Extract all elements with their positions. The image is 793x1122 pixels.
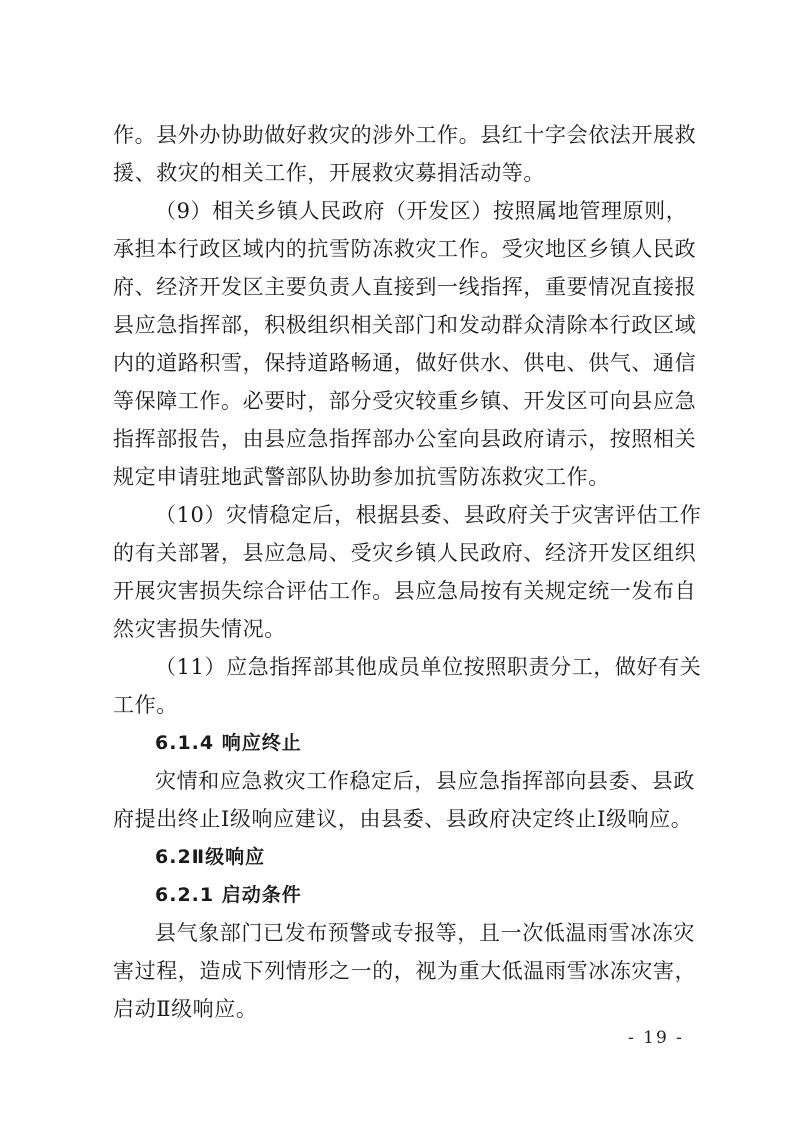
text-line: 启动Ⅱ级响应。 xyxy=(113,997,258,1021)
document-body xyxy=(113,116,702,1028)
text-line: 承担本行政区域内的抗雪防冻救灾工作。受灾地区乡镇人民政 xyxy=(113,237,697,261)
text-line: （9）相关乡镇人民政府（开发区）按照属地管理原则， xyxy=(155,199,688,223)
text-line: 然灾害损失情况。 xyxy=(113,617,286,641)
text-line: 的有关部署，县应急局、受灾乡镇人民政府、经济开发区组织 xyxy=(113,541,697,565)
text-line: 规定申请驻地武警部队协助参加抗雪防冻救灾工作。 xyxy=(113,465,610,489)
text-line: 开展灾害损失综合评估工作。县应急局按有关规定统一发布自 xyxy=(113,579,697,603)
text-line: 援、救灾的相关工作，开展救灾募捐活动等。 xyxy=(113,161,545,185)
text-line: 作。县外办协助做好救灾的涉外工作。县红十字会依法开展救 xyxy=(113,123,697,147)
text-line: 等保障工作。必要时，部分受灾较重乡镇、开发区可向县应急 xyxy=(113,389,697,413)
text-line: （11）应急指挥部其他成员单位按照职责分工，做好有关 xyxy=(155,655,702,679)
text-line: （10）灾情稳定后，根据县委、县政府关于灾害评估工作 xyxy=(155,503,702,527)
text-line: 工作。 xyxy=(113,693,178,717)
text-line: 府、经济开发区主要负责人直接到一线指挥，重要情况直接报 xyxy=(113,275,697,299)
text-line: 害过程，造成下列情形之一的，视为重大低温雨雪冰冻灾害， xyxy=(113,959,697,983)
text-line: 内的道路积雪，保持道路畅通，做好供水、供电、供气、通信 xyxy=(113,351,697,375)
section-heading: 6.1.4 响应终止 xyxy=(155,732,302,754)
text-line: 府提出终止Ⅰ级响应建议，由县委、县政府决定终止Ⅰ级响应。 xyxy=(113,807,693,831)
text-line: 县应急指挥部，积极组织相关部门和发动群众清除本行政区域 xyxy=(113,313,697,337)
text-line: 灾情和应急救灾工作稳定后，县应急指挥部向县委、县政 xyxy=(155,769,695,793)
section-heading: 6.2Ⅱ级响应 xyxy=(155,846,266,868)
text-line: 指挥部报告，由县应急指挥部办公室向县政府请示，按照相关 xyxy=(113,427,697,451)
page-number: - 19 - xyxy=(628,1028,684,1048)
text-line: 县气象部门已发布预警或专报等，且一次低温雨雪冰冻灾 xyxy=(155,921,695,945)
section-heading: 6.2.1 启动条件 xyxy=(155,884,302,906)
